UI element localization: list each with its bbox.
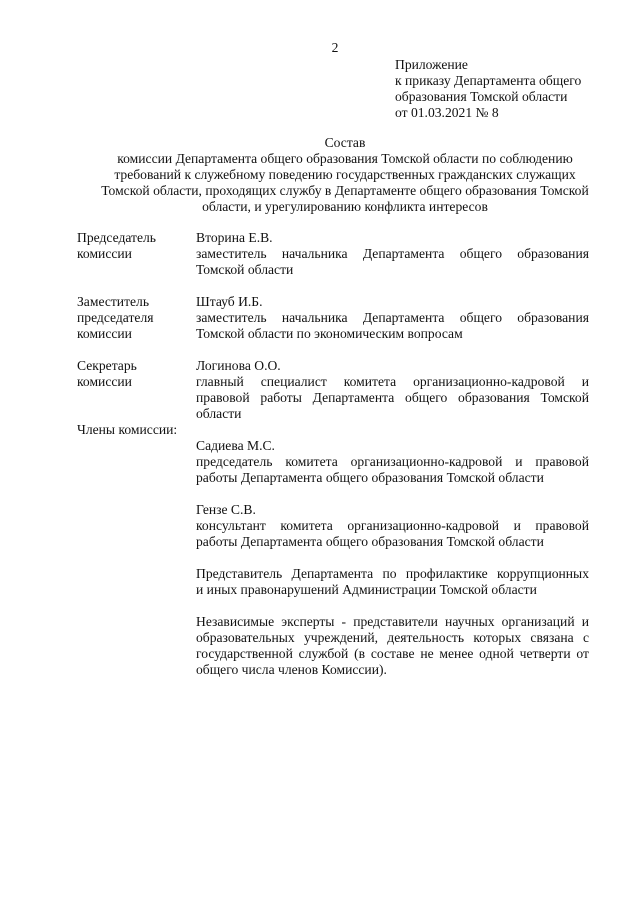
member-desc-line: председатель комитета организационно-кадровой и правовой xyxy=(196,454,589,469)
entry-member-genze xyxy=(196,502,589,550)
member-desc-line: главный специалист комитета организационно-кадровой и xyxy=(196,374,589,389)
member-desc-line: области xyxy=(196,406,242,421)
member-desc-line: правовой работы Департамента общего образования Томской xyxy=(196,390,589,405)
role-line: Председатель xyxy=(77,230,156,245)
role-line: Члены комиссии: xyxy=(77,422,178,437)
role-deputy xyxy=(77,294,192,342)
role-members xyxy=(77,422,192,438)
member-desc-line: Независимые эксперты - представители научных организаций и xyxy=(196,614,589,629)
member-desc-line: работы Департамента общего образования Томской области xyxy=(196,534,544,549)
member-desc-line: и иных правонарушений Администрации Томской области xyxy=(196,582,537,597)
member-name: Штауб И.Б. xyxy=(196,294,263,309)
role-secretary xyxy=(77,358,192,390)
document-title xyxy=(80,135,610,215)
member-desc-line: государственной службой (в составе не менее одной четверти от xyxy=(196,646,589,661)
member-desc-line: образовательных учреждений, деятельность которых связана с xyxy=(196,630,589,645)
title-line: комиссии Департамента общего образования Томской области по соблюдению xyxy=(117,151,573,166)
role-line: Секретарь xyxy=(77,358,137,373)
title-word: Состав xyxy=(324,135,366,150)
appendix-line: Приложение xyxy=(395,57,468,72)
member-desc-line: Томской области по экономическим вопросам xyxy=(196,326,463,341)
role-line: Заместитель xyxy=(77,294,150,309)
member-desc-line: работы Департамента общего образования Томской области xyxy=(196,470,544,485)
entry-secretary xyxy=(196,358,589,422)
entry-member-sadieva xyxy=(196,438,589,486)
role-line: председателя xyxy=(77,310,154,325)
member-desc-line: заместитель начальника Департамента общего образования xyxy=(196,310,589,325)
member-desc-line: заместитель начальника Департамента общего образования xyxy=(196,246,589,261)
title-line: области, и урегулированию конфликта интересов xyxy=(202,199,488,214)
role-line: комиссии xyxy=(77,246,132,261)
member-name: Логинова О.О. xyxy=(196,358,281,373)
member-name: Садиева М.С. xyxy=(196,438,275,453)
role-line: комиссии xyxy=(77,374,132,389)
page-number: 2 xyxy=(331,40,339,55)
appendix-line: к приказу Департамента общего xyxy=(395,73,582,88)
role-line: комиссии xyxy=(77,326,132,341)
appendix-line: от 01.03.2021 № 8 xyxy=(395,105,499,120)
role-chair xyxy=(77,230,192,262)
title-line: Томской области, проходящих службу в Департаменте общего образования Томской xyxy=(101,183,589,198)
member-desc-line: консультант комитета организационно-кадровой и правовой xyxy=(196,518,589,533)
appendix-line: образования Томской области xyxy=(395,89,568,104)
entry-deputy xyxy=(196,294,589,342)
entry-member-experts xyxy=(196,614,589,678)
member-desc-line: общего числа членов Комиссии). xyxy=(196,662,387,677)
member-desc-line: Представитель Департамента по профилактике коррупционных xyxy=(196,566,589,581)
appendix-header xyxy=(395,57,625,121)
title-line: требований к служебному поведению государственных гражданских служащих xyxy=(114,167,576,182)
entry-chair xyxy=(196,230,589,278)
member-desc-line: Томской области xyxy=(196,262,294,277)
entry-member-anticorruption-rep xyxy=(196,566,589,598)
member-name: Гензе С.В. xyxy=(196,502,256,517)
member-name: Вторина Е.В. xyxy=(196,230,273,245)
